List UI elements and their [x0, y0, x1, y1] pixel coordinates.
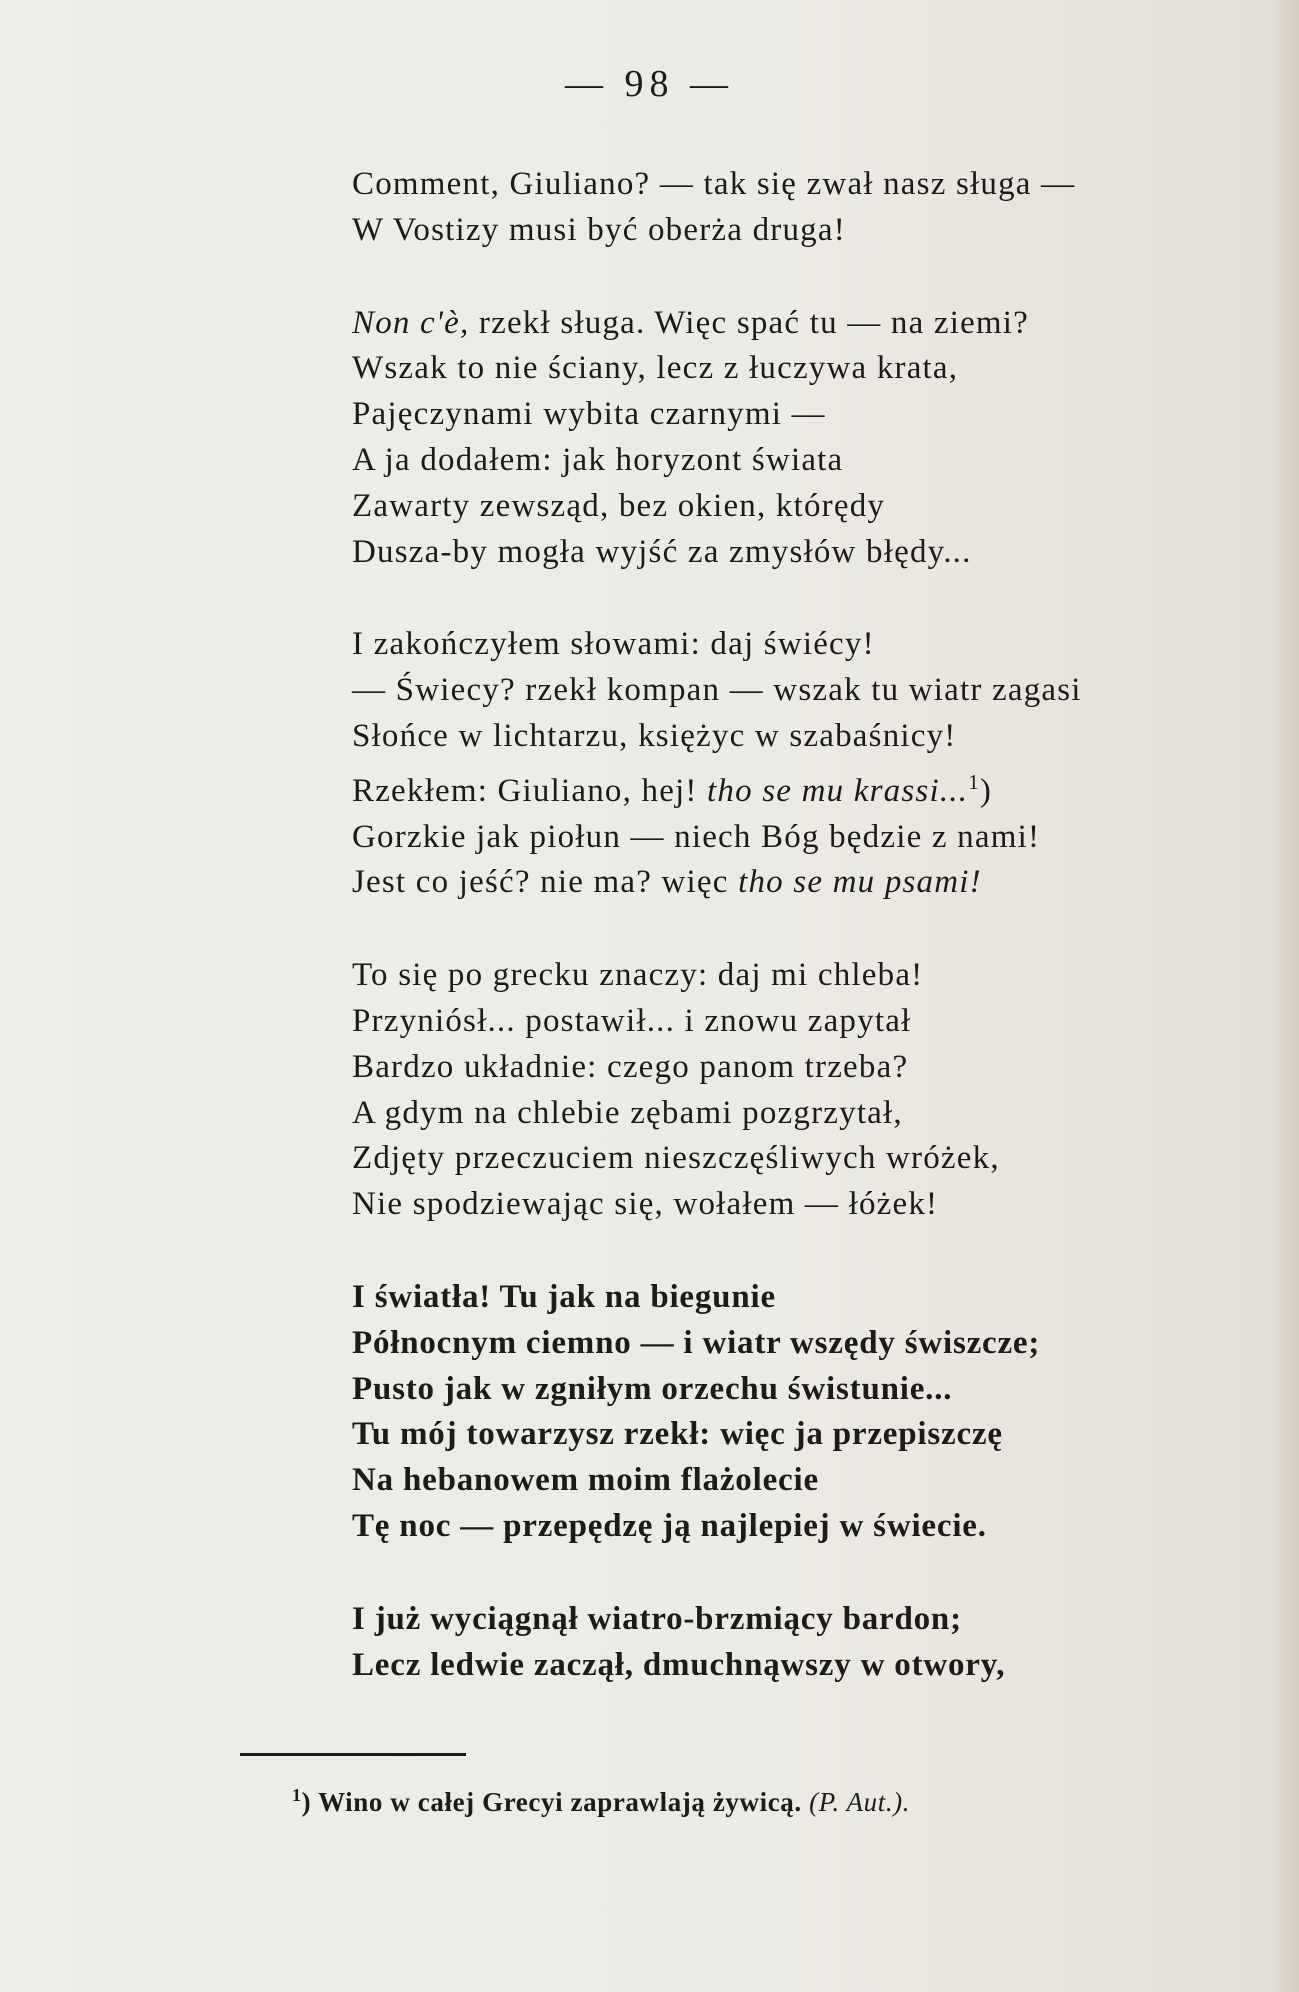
verse-text: Jest co jeść? nie ma? więc	[352, 864, 739, 901]
italic-phrase: tho se mu psami!	[738, 864, 982, 901]
verse-line: A ja dodałem: jak horyzont świata	[352, 441, 844, 478]
verse-line: Comment, Giuliano? — tak się zwał nasz sługa —	[352, 166, 1076, 202]
verse-line: Tu mój towarzysz rzekł: więc ja przepiszczę	[352, 1416, 1003, 1453]
footnote-text: ) Wino w całej Grecyi zaprawlają żywicą.	[301, 1787, 810, 1817]
footnote	[292, 1785, 1192, 1818]
italic-phrase: tho se mu krassi...	[707, 772, 969, 809]
verse-text: )	[979, 772, 993, 809]
verse-line: Zawarty zewsząd, bez okien, którędy	[352, 487, 886, 524]
footnote-reference: 1	[968, 769, 980, 794]
stanza-5	[352, 1275, 1232, 1550]
stanza-2	[352, 301, 1232, 576]
verse-line: A gdym na chlebie zębami pozgrzytał,	[352, 1094, 903, 1131]
verse-line: Pajęczynami wybita czarnymi —	[352, 396, 826, 433]
verse-line: To się po grecku znaczy: daj mi chleba!	[352, 957, 924, 994]
verse-line: Wszak to nie ściany, lecz z łuczywa krata,	[352, 350, 959, 387]
verse-line: Bardzo układnie: czego panom trzeba?	[352, 1048, 909, 1085]
page-edge-shadow	[1271, 0, 1299, 1992]
stanza-4	[352, 953, 1232, 1228]
verse-line	[352, 301, 1232, 347]
verse-line: I światła! Tu jak na biegunie	[352, 1278, 776, 1315]
italic-phrase: Non c'è,	[352, 304, 470, 341]
page-number: — 98 —	[565, 63, 734, 105]
verse-line: Północnym ciemno — i wiatr wszędy świszcze;	[352, 1324, 1041, 1361]
verse-line: Na hebanowem moim flażolecie	[352, 1462, 819, 1499]
verse-line: Zdjęty przeczuciem nieszczęśliwych wróżek,	[352, 1140, 1000, 1177]
verse-line: Pusto jak w zgniłym orzechu świstunie...	[352, 1370, 953, 1407]
verse-line	[352, 760, 1232, 815]
verse-line: I zakończyłem słowami: daj świécy!	[352, 626, 875, 663]
verse-line	[352, 860, 1232, 906]
verse-line: Tę noc — przepędzę ją najlepiej w świecie.	[352, 1507, 987, 1544]
stanza-6	[352, 1597, 1232, 1689]
verse-line: Nie spodziewając się, wołałem — łóżek!	[352, 1186, 939, 1223]
stanza-3	[352, 622, 1232, 906]
verse-line: Gorzkie jak piołun — niech Bóg będzie z nami!	[352, 818, 1041, 855]
verse-line: Słońce w lichtarzu, księżyc w szabaśnicy!	[352, 717, 957, 754]
footnote-mark: 1	[292, 1785, 302, 1805]
stanza-1	[352, 162, 1232, 254]
verse-line: Przyniósł... postawił... i znowu zapytał	[352, 1002, 912, 1039]
footnote-attribution: (P. Aut.).	[809, 1787, 911, 1817]
verse-line: W Vostizy musi być oberża druga!	[352, 211, 846, 248]
verse-line: I już wyciągnął wiatro-brzmiący bardon;	[352, 1600, 962, 1637]
verse-line: Lecz ledwie zaczął, dmuchnąwszy w otwory,	[352, 1646, 1006, 1683]
verse-line: — Świecy? rzekł kompan — wszak tu wiatr zagasi	[352, 672, 1082, 709]
verse-line: Dusza-by mogła wyjść za zmysłów błędy...	[352, 533, 972, 570]
footnote-divider	[240, 1753, 466, 1756]
verse-text: rzekł sługa. Więc spać tu — na ziemi?	[469, 304, 1030, 341]
verse-text: Rzekłem: Giuliano, hej!	[352, 772, 708, 809]
poem-text	[352, 162, 1232, 1735]
